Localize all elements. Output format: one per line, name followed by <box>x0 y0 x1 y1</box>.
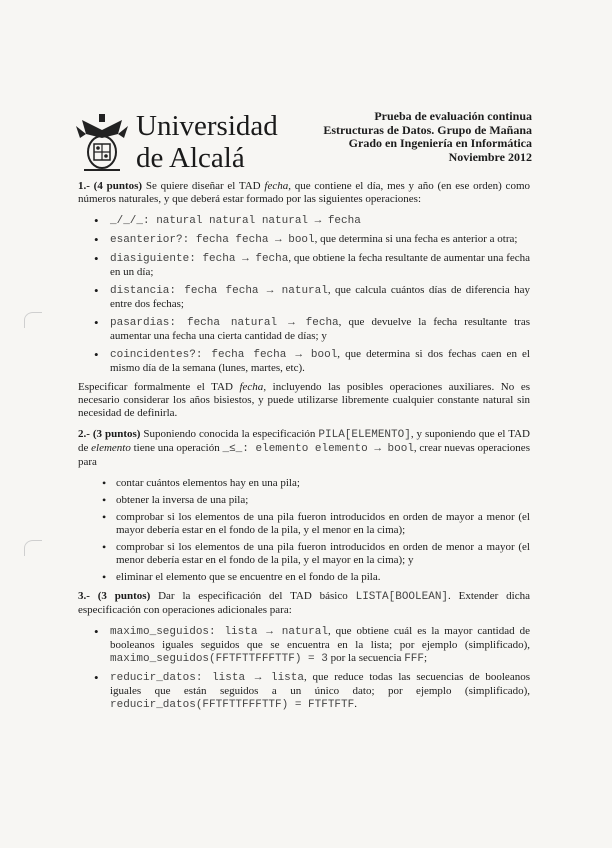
question-1-closing <box>78 381 530 420</box>
list-item: • comprobar si los elementos de una pila fueron introducidos en orden de mayor a menor (el mayor debería estar en el fondo de la pila, y el menor en la cima); <box>102 511 530 537</box>
operation-description-3: ; <box>424 652 428 664</box>
list-item: • eliminar el elemento que se encuentre en el fondo de la pila. <box>102 571 530 584</box>
q3-intro-code: LISTA[BOOLEAN] <box>355 591 449 603</box>
list-item: • comprobar si los elementos de una pila fueron introducidos en orden de menor a mayor (el menor debería estar en el fondo de la pila, y el mayor en la cima); y <box>102 541 530 567</box>
q1-closing-text-2: , incluyendo las posibles operaciones auxiliares. No es necesario considerar los años bisiestos, y puede utilizarse libremente cualquier constante natural sin necesidad de definirla. <box>78 381 530 419</box>
question-1-number: 1.- (4 puntos) <box>78 180 143 192</box>
question-1-intro <box>78 180 530 206</box>
operation-description: , que calcula cuántos días de diferencia hay entre dos fechas; <box>110 284 531 310</box>
course-name: Estructuras de Datos. Grupo de Mañana <box>323 122 532 137</box>
punch-hole-mark <box>24 540 42 556</box>
question-3-intro <box>78 590 530 617</box>
operation-signature: reducir_datos: lista → lista <box>110 672 304 684</box>
q1-closing-text: Especificar formalmente el TAD <box>78 381 240 393</box>
list-item <box>94 284 530 311</box>
operation-signature: diasiguiente: fecha → fecha <box>110 253 289 265</box>
operation-description: , que determina si una fecha es anterior a otra; <box>314 233 518 245</box>
list-item <box>94 214 530 228</box>
degree-name: Grado en Ingeniería en Informática <box>348 136 532 150</box>
university-line-2: de Alcalá <box>136 142 245 174</box>
operation-description: , que devuelve la fecha resultante tras aumentar una fecha una cierta cantidad de días; y <box>110 316 531 342</box>
operation-description-2: . <box>354 698 357 710</box>
exam-type: Prueba de evaluación continua <box>374 109 532 123</box>
q2-intro-text: Suponiendo conocida la especificación <box>140 428 319 440</box>
q1-intro-text: Se quiere diseñar el TAD <box>142 180 265 192</box>
list-item <box>94 348 530 375</box>
operation-description: , que obtiene la fecha resultante de aumentar una fecha en un día; <box>110 252 530 278</box>
punch-hole-mark <box>24 312 42 328</box>
q2-intro-text-3: tiene una operación <box>130 442 223 454</box>
question-2-intro <box>78 428 530 469</box>
operation-signature: esanterior?: fecha fecha → bool <box>110 234 315 246</box>
university-crest-logo <box>72 112 132 172</box>
operation-description: , que determina si dos fechas caen en el mismo día de la semana (lunes, martes, etc). <box>110 348 530 374</box>
operation-description: , que obtiene cuál es la mayor cantidad de booleanos iguales seguidos que se encuentra en la lista; por ejemplo (simplificado), <box>110 625 530 651</box>
operation-signature: _/_/_: natural natural natural → fecha <box>110 215 361 227</box>
q1-closing-emphasis: fecha <box>239 381 264 393</box>
list-item <box>94 625 530 666</box>
list-item: • contar cuántos elementos hay en una pila; <box>102 477 530 490</box>
operation-example: reducir_datos(FFTFTTFFFTTF) = FTFTFTF <box>110 699 355 711</box>
q2-intro-emphasis: elemento <box>91 442 131 454</box>
exam-header <box>323 110 532 164</box>
question-3-number: 3.- (3 puntos) <box>78 590 151 602</box>
operation-signature: coincidentes?: fecha fecha → bool <box>110 349 338 361</box>
university-line-1: Universidad <box>136 110 278 142</box>
question-3-operations-list <box>94 625 530 712</box>
q2-intro-code-2: _≤_: elemento elemento → bool <box>222 443 414 455</box>
operation-example: maximo_seguidos(FFTFTTFFFTTF) = 3 <box>110 653 328 665</box>
q2-intro-text-2: , y suponiendo que el TAD de <box>78 428 530 454</box>
question-1-operations-list <box>94 214 530 375</box>
q1-intro-emphasis: fecha <box>264 180 289 192</box>
q1-intro-text-2: , que contiene el día, mes y año (en ese orden) como números naturales, y que deberá estar formado por las siguientes operaciones: <box>78 180 530 205</box>
q2-intro-text-4: , crear nuevas operaciones para <box>78 442 530 468</box>
operation-description: , que reduce todas las secuencias de booleanos iguales que están seguidos a un único dato; por ejemplo (simplificado), <box>110 671 530 697</box>
exam-date: Noviembre 2012 <box>448 149 532 164</box>
operation-example-2: FFF <box>404 653 425 665</box>
operation-signature: pasardias: fecha natural → fecha <box>110 317 339 329</box>
operation-signature: maximo_seguidos: lista → natural <box>110 626 328 638</box>
question-2-tasks-list <box>102 477 530 584</box>
list-item: • obtener la inversa de una pila; <box>102 494 530 507</box>
q3-intro-text: Dar la especificación del TAD básico <box>150 590 356 602</box>
list-item <box>94 316 530 343</box>
list-item <box>94 671 530 712</box>
q3-intro-text-2: . Extender dicha especificación con operaciones adicionales para: <box>78 590 531 616</box>
question-2-number: 2.- (3 puntos) <box>78 428 141 440</box>
operation-description-2: por la secuencia <box>327 652 405 664</box>
exam-content <box>78 180 530 718</box>
list-item <box>94 233 530 247</box>
university-name-logo <box>136 110 278 174</box>
q2-intro-code: PILA[ELEMENTO] <box>318 429 411 441</box>
operation-signature: distancia: fecha fecha → natural <box>110 285 328 297</box>
list-item <box>94 252 530 279</box>
